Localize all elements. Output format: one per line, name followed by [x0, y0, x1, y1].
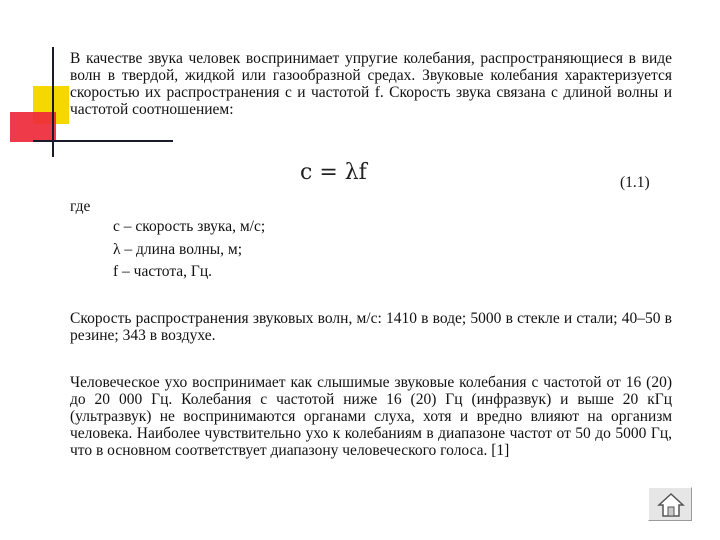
hearing-paragraph: Человеческое ухо воспринимает как слышимые звуковые колебания с частотой от 16 (20) до 20 000 Гц. Колебания с частотой ниже 16 (20) Гц (инфразвук) и выше 20 кГц (ультразвук) не воспринимаются органами слуха, хотя и вредно влияют на организм человека. Наиболее чувствительно ухо к колебаниям в диапазоне частот от 50 до 5000 Гц, что в основном соответствует диапазону человеческого голоса. [1]	[70, 374, 672, 459]
speed-paragraph: Скорость распространения звуковых волн, м/с: 1410 в воде; 5000 в стекле и стали; 40–50 в резине; 343 в воздухе.	[70, 310, 672, 344]
definition-frequency: f – частота, Гц.	[113, 263, 213, 280]
formula: c = λf	[300, 160, 367, 185]
decorative-red-square	[10, 112, 56, 142]
home-button[interactable]	[648, 487, 692, 521]
home-icon	[657, 492, 685, 518]
definition-wavelength: λ – длина волны, м;	[113, 241, 243, 258]
intro-paragraph: В качестве звука человек воспринимает упругие колебания, распространяющиеся в виде волн в твердой, жидкой или газообразной средах. Звуковые колебания характеризуется скоростью их распространения с и частотой f. Скорость звука связана с длиной волны и частотой соотношением:	[70, 50, 672, 118]
definition-speed: с – скорость звука, м/с;	[113, 218, 266, 235]
where-label: где	[70, 198, 91, 215]
formula-number: (1.1)	[620, 174, 650, 191]
decorative-horizontal-line	[33, 140, 173, 142]
